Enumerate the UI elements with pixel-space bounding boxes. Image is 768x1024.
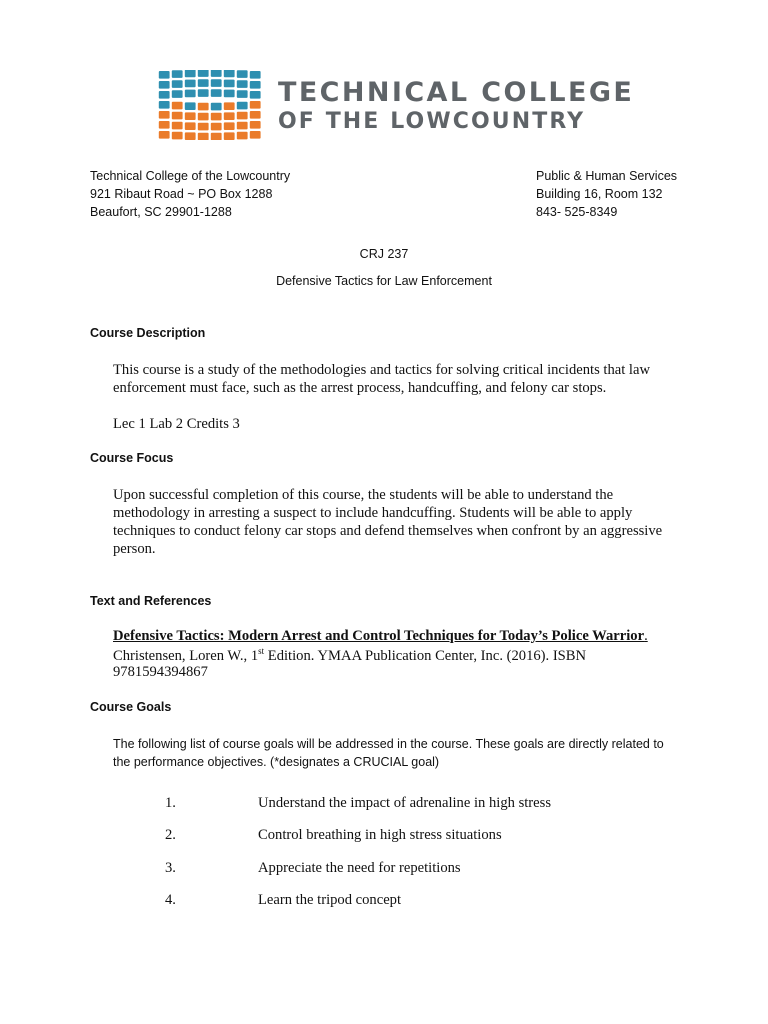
street-address: 921 Ribaut Road ~ PO Box 1288 — [90, 187, 273, 201]
department-name: Public & Human Services — [536, 169, 678, 183]
logo-tile — [211, 89, 222, 97]
college-logo-mark — [158, 70, 262, 140]
goal-number: 4. — [165, 892, 176, 908]
goal-text: Control breathing in high stress situations — [258, 827, 502, 843]
logo-tile — [211, 133, 222, 140]
logo-tile — [185, 80, 196, 88]
course-description-text: This course is a study of the methodologies and tactics for solving critical incidents that law enforcement must face, such as the arrest process, handcuffing, and felony car stops. — [113, 362, 651, 396]
textbook-isbn: 9781594394867 — [113, 664, 208, 680]
logo-tile — [198, 79, 209, 87]
logo-tile — [237, 112, 248, 120]
logo-tile — [250, 81, 261, 89]
course-credits: Lec 1 Lab 2 Credits 3 — [113, 416, 240, 432]
college-address — [90, 167, 290, 221]
goal-number: 3. — [165, 860, 176, 876]
logo-tile — [211, 79, 222, 87]
college-name: Technical College of the Lowcountry — [90, 169, 291, 183]
city-state-zip: Beaufort, SC 29901-1288 — [90, 205, 232, 219]
logo-tile — [172, 122, 183, 130]
goal-text: Understand the impact of adrenaline in high stress — [258, 795, 552, 811]
logo-tile — [185, 132, 196, 140]
course-goals-heading: Course Goals — [90, 700, 172, 714]
logo-tile — [198, 103, 209, 111]
logo-tile — [224, 112, 235, 120]
logo-tile — [185, 122, 196, 130]
logo-tile — [224, 122, 235, 130]
logo-tile — [250, 121, 261, 129]
goal-number: 2. — [165, 827, 176, 843]
course-title: Defensive Tactics for Law Enforcement — [276, 274, 492, 288]
logo-tile — [159, 71, 170, 79]
logo-text-line1: TECHNICAL COLLEGE — [278, 77, 635, 108]
logo-tile — [159, 121, 170, 129]
logo-tile — [237, 70, 248, 78]
logo-tile — [185, 102, 196, 110]
logo-tile — [224, 70, 235, 77]
logo-tile — [224, 132, 235, 140]
logo-tile — [224, 80, 235, 88]
logo-tile — [159, 81, 170, 89]
logo-tile — [237, 122, 248, 130]
goal-number: 1. — [165, 795, 176, 811]
logo-tile — [198, 123, 209, 131]
textbook-title-text: Defensive Tactics: Modern Arrest and Control Techniques for Today’s Police Warrior — [113, 628, 645, 644]
goal-text: Learn the tripod concept — [258, 892, 402, 908]
author-suffix: Edition. YMAA Publication Center, Inc. (2016). ISBN — [264, 647, 587, 664]
logo-tile — [237, 132, 248, 140]
logo-tile — [211, 113, 222, 121]
text-references-heading: Text and References — [90, 594, 212, 608]
logo-tile — [198, 113, 209, 121]
department-contact — [536, 167, 677, 221]
course-goals-intro: The following list of course goals will be addressed in the course. These goals are directly related to the performance objectives. (*designates a CRUCIAL goal) — [113, 737, 664, 769]
logo-tile — [159, 101, 170, 109]
course-description-heading: Course Description — [90, 326, 206, 340]
logo-tile — [211, 123, 222, 131]
logo-tile — [198, 133, 209, 140]
logo-tile — [211, 70, 222, 77]
logo-tile — [172, 90, 183, 98]
logo-tile — [224, 102, 235, 110]
logo-tile — [172, 70, 183, 78]
textbook-title-period: . — [644, 628, 648, 644]
logo-tile — [237, 80, 248, 88]
logo-tile — [172, 112, 183, 120]
logo-tile — [185, 112, 196, 120]
course-focus-text: Upon successful completion of this course, the students will be able to understand the methodology in arresting a suspect to include handcuffing. Students will be able to apply techniques to conduct felony car stops and defend themselves when confront by an aggressive person. — [113, 487, 663, 557]
logo-tile — [172, 132, 183, 140]
logo-tile — [159, 91, 170, 99]
course-focus-heading: Course Focus — [90, 451, 174, 465]
logo-tile — [250, 111, 261, 119]
logo-tile — [198, 89, 209, 97]
phone-number: 843- 525-8349 — [536, 205, 618, 219]
logo-tile — [211, 103, 222, 111]
edition-superscript: st — [258, 646, 265, 656]
goal-text: Appreciate the need for repetitions — [258, 860, 461, 876]
author-prefix: Christensen, Loren W., 1 — [113, 647, 259, 664]
logo-tile — [250, 131, 261, 139]
logo-tile — [198, 70, 209, 77]
logo-tile — [224, 90, 235, 98]
logo-tile — [185, 90, 196, 98]
logo-tile — [172, 102, 183, 110]
logo-tile — [250, 71, 261, 79]
logo-tile — [172, 80, 183, 88]
course-code: CRJ 237 — [359, 247, 409, 261]
logo-tile — [159, 131, 170, 139]
logo-tile — [159, 111, 170, 119]
textbook-author-edition — [113, 646, 586, 665]
logo-tile — [250, 101, 261, 109]
logo-tile — [237, 90, 248, 98]
logo-tile — [237, 102, 248, 110]
logo-text-line2: OF THE LOWCOUNTRY — [278, 109, 586, 134]
logo-tile — [250, 91, 261, 99]
logo-tile — [185, 70, 196, 77]
building-room: Building 16, Room 132 — [536, 187, 663, 201]
textbook-title — [113, 628, 648, 645]
